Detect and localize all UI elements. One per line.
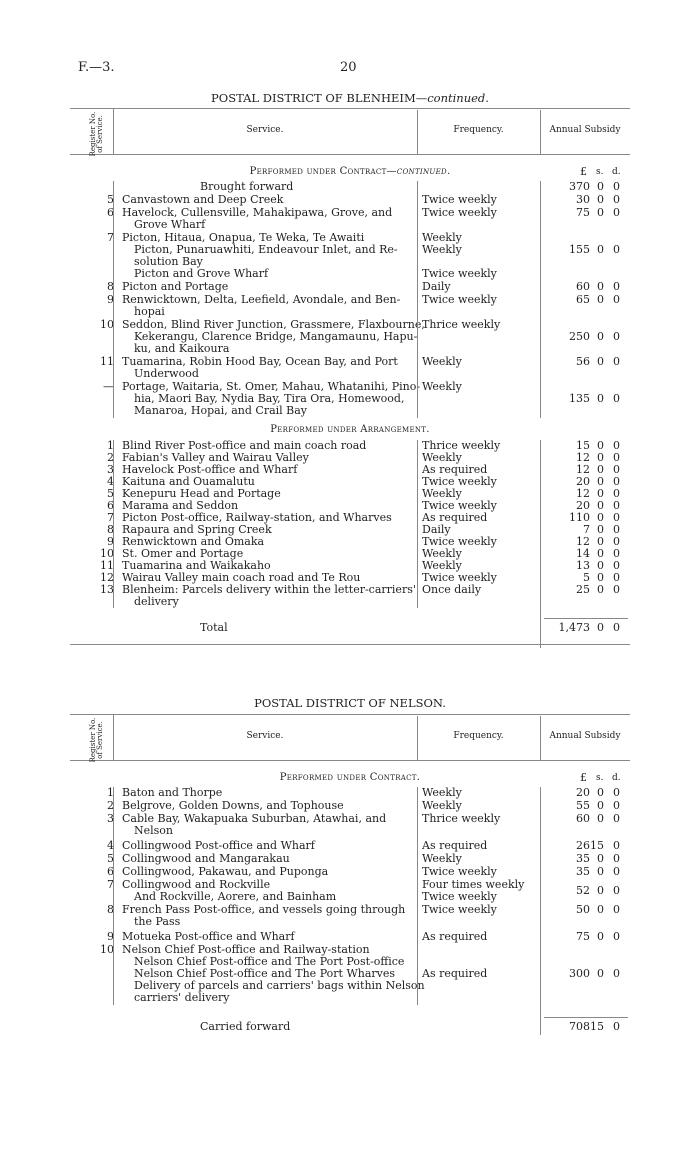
subsidy-pence: 0 — [613, 903, 620, 916]
service-text: Tuamarina and Waikakaho — [122, 559, 271, 572]
subsidy-shillings: 0 — [597, 355, 604, 368]
service-text: French Pass Post-office, and vessels going through — [122, 903, 406, 916]
frequency-text: Weekly — [422, 799, 462, 812]
subsidy-pounds: 25 — [576, 583, 590, 596]
total-label: Total — [200, 621, 228, 634]
frequency-text: Thrice weekly — [422, 439, 501, 452]
carried-forward-shillings: 15 — [590, 1020, 604, 1033]
frequency-text: Twice weekly — [422, 865, 497, 878]
nelson-header-top-rule — [70, 714, 630, 715]
frequency-text: Weekly — [422, 547, 462, 560]
service-text: Blind River Post-office and main coach road — [122, 439, 367, 452]
brought-forward-shillings: 0 — [597, 180, 604, 193]
service-text: Manaroa, Hopai, and Crail Bay — [134, 404, 308, 417]
subsidy-pence: 0 — [613, 559, 620, 572]
subsidy-pounds: 65 — [576, 293, 590, 306]
row-number: 7 — [107, 878, 114, 891]
subsidy-pounds: 60 — [576, 812, 590, 825]
page-number: 20 — [340, 60, 357, 75]
service-text: Collingwood Post-office and Wharf — [122, 839, 315, 852]
blenheim-subsidy-header: Annual Subsidy — [549, 125, 621, 135]
frequency-text: Twice weekly — [422, 890, 497, 903]
contract-heading-continued: continued. — [396, 166, 451, 177]
row-number: 2 — [107, 451, 114, 464]
frequency-text: Weekly — [422, 786, 462, 799]
subsidy-shillings: 0 — [597, 535, 604, 548]
subsidy-pence: 0 — [613, 852, 620, 865]
blenheim-title — [0, 92, 700, 104]
blenheim-col-sep — [540, 440, 541, 648]
frequency-text: As required — [422, 463, 488, 476]
subsidy-pounds: 55 — [576, 799, 590, 812]
subsidy-pence: 0 — [613, 839, 620, 852]
subsidy-pounds: 15 — [576, 439, 590, 452]
row-number: 11 — [100, 559, 114, 572]
blenheim-end-rule — [70, 644, 630, 645]
blenheim-title-main: POSTAL DISTRICT OF BLENHEIM— — [211, 91, 428, 105]
nelson-col-sep — [540, 787, 541, 1035]
subsidy-pounds: 250 — [569, 330, 590, 343]
service-text: Nelson Chief Post-office and The Port Wharves — [134, 967, 396, 980]
subsidy-pounds: 20 — [576, 475, 590, 488]
frequency-text: Weekly — [422, 243, 462, 256]
row-number: 8 — [107, 523, 114, 536]
subsidy-shillings: 0 — [597, 967, 604, 980]
currency-d: d. — [612, 167, 621, 177]
subsidy-shillings: 0 — [597, 193, 604, 206]
frequency-text: As required — [422, 511, 488, 524]
subsidy-shillings: 0 — [597, 487, 604, 500]
blenheim-service-header: Service. — [246, 125, 284, 135]
row-number: 4 — [107, 475, 114, 488]
nelson-service-header: Service. — [246, 731, 284, 741]
subsidy-pounds: 12 — [576, 535, 590, 548]
service-text: Cable Bay, Wakapuaka Suburban, Atawhai, and — [122, 812, 387, 825]
service-text: Kenepuru Head and Portage — [122, 487, 281, 500]
frequency-text: Thrice weekly — [422, 812, 501, 825]
frequency-text: As required — [422, 930, 488, 943]
row-number: 10 — [100, 547, 114, 560]
nelson-frequency-header: Frequency. — [453, 731, 504, 741]
subsidy-pounds: 30 — [576, 193, 590, 206]
subsidy-pounds: 14 — [576, 547, 590, 560]
nelson-title: POSTAL DISTRICT OF NELSON. — [254, 696, 446, 710]
row-number: 3 — [107, 812, 114, 825]
frequency-text: Daily — [422, 523, 451, 536]
row-number: 9 — [107, 293, 114, 306]
subsidy-pence: 0 — [613, 571, 620, 584]
subsidy-pence: 0 — [613, 967, 620, 980]
service-text: Renwicktown and Omaka — [122, 535, 265, 548]
subsidy-pounds: 12 — [576, 451, 590, 464]
subsidy-pence: 0 — [613, 355, 620, 368]
row-number: 3 — [107, 463, 114, 476]
frequency-text: Twice weekly — [422, 267, 497, 280]
subsidy-shillings: 0 — [597, 511, 604, 524]
service-text: Fabian's Valley and Wairau Valley — [122, 451, 309, 464]
frequency-text: Twice weekly — [422, 193, 497, 206]
subsidy-pence: 0 — [613, 786, 620, 799]
service-text: the Pass — [134, 915, 181, 928]
frequency-text: Twice weekly — [422, 903, 497, 916]
row-number: 4 — [107, 839, 114, 852]
contract-heading-main: Performed under Contract— — [249, 166, 397, 177]
service-text: Nelson — [134, 824, 174, 837]
subsidy-pounds: 52 — [576, 884, 590, 897]
subsidy-shillings: 0 — [597, 571, 604, 584]
total-rule — [544, 618, 628, 619]
nelson-header-bottom-rule — [70, 760, 630, 761]
row-number: 9 — [107, 535, 114, 548]
row-number: 8 — [107, 280, 114, 293]
row-number: 11 — [100, 355, 114, 368]
frequency-text: Twice weekly — [422, 206, 497, 219]
subsidy-pence: 0 — [613, 392, 620, 405]
subsidy-shillings: 0 — [597, 499, 604, 512]
subsidy-pence: 0 — [613, 523, 620, 536]
service-text: Grove Wharf — [134, 218, 206, 231]
blenheim-header-top-rule — [70, 108, 630, 109]
subsidy-pounds: 75 — [576, 930, 590, 943]
blenheim-title-continued: continued. — [427, 91, 489, 105]
carried-forward-pounds: 708 — [569, 1020, 590, 1033]
blenheim-register-header: Register No. of Service. — [89, 111, 104, 157]
frequency-text: Four times weekly — [422, 878, 525, 891]
currency-l: £ — [580, 165, 587, 178]
subsidy-shillings: 0 — [597, 559, 604, 572]
brought-forward-pence: 0 — [613, 180, 620, 193]
blenheim-frequency-header: Frequency. — [453, 125, 504, 135]
subsidy-pence: 0 — [613, 475, 620, 488]
nelson-register-header: Register No. of Service. — [89, 717, 104, 763]
subsidy-pounds: 155 — [569, 243, 590, 256]
service-text: Underwood — [134, 367, 199, 380]
service-text: hia, Maori Bay, Nydia Bay, Tira Ora, Homewood, — [134, 392, 405, 405]
service-text: Havelock, Cullensville, Mahakipawa, Grove, and — [122, 206, 393, 219]
frequency-text: Weekly — [422, 355, 462, 368]
service-text: Picton, Punaruawhiti, Endeavour Inlet, and Re- — [134, 243, 398, 256]
subsidy-shillings: 0 — [597, 243, 604, 256]
subsidy-shillings: 0 — [597, 812, 604, 825]
service-text: Baton and Thorpe — [122, 786, 223, 799]
service-text: Picton, Hitaua, Onapua, Te Weka, Te Awaiti — [122, 231, 365, 244]
row-number: 6 — [107, 499, 114, 512]
carried-forward-label: Carried forward — [200, 1020, 291, 1033]
subsidy-shillings: 0 — [597, 206, 604, 219]
subsidy-shillings: 0 — [597, 330, 604, 343]
frequency-text: Twice weekly — [422, 571, 497, 584]
row-number: 8 — [107, 903, 114, 916]
total-pence: 0 — [613, 621, 620, 634]
row-number: 6 — [107, 865, 114, 878]
frequency-text: As required — [422, 839, 488, 852]
service-text: Tuamarina, Robin Hood Bay, Ocean Bay, and Port — [122, 355, 398, 368]
subsidy-shillings: 0 — [597, 547, 604, 560]
row-number: 13 — [100, 583, 114, 596]
subsidy-pence: 0 — [613, 439, 620, 452]
subsidy-shillings: 0 — [597, 799, 604, 812]
blenheim-header-bottom-rule — [70, 154, 630, 155]
subsidy-shillings: 0 — [597, 392, 604, 405]
subsidy-pence: 0 — [613, 451, 620, 464]
service-text: Marama and Seddon — [122, 499, 239, 512]
service-text: Portage, Waitaria, St. Omer, Mahau, Whatanihi, Pino- — [122, 380, 421, 393]
subsidy-pence: 0 — [613, 812, 620, 825]
subsidy-shillings: 0 — [597, 930, 604, 943]
nelson-col-sep — [417, 787, 418, 1005]
subsidy-pence: 0 — [613, 865, 620, 878]
row-number: 6 — [107, 206, 114, 219]
subsidy-pounds: 110 — [569, 511, 590, 524]
row-number: 9 — [107, 930, 114, 943]
service-text: ku, and Kaikoura — [134, 342, 230, 355]
frequency-text: Weekly — [422, 231, 462, 244]
subsidy-shillings: 0 — [597, 293, 604, 306]
total-shillings: 0 — [597, 621, 604, 634]
row-number: 10 — [100, 943, 114, 956]
row-number: 1 — [107, 439, 114, 452]
service-text: And Rockville, Aorere, and Bainham — [134, 890, 337, 903]
subsidy-pounds: 35 — [576, 852, 590, 865]
blenheim-arrangement-heading: Performed under Arrangement. — [270, 424, 430, 435]
blenheim-col-sep — [417, 440, 418, 608]
subsidy-pence: 0 — [613, 799, 620, 812]
subsidy-pence: 0 — [613, 280, 620, 293]
nelson-subsidy-header: Annual Subsidy — [549, 731, 621, 741]
subsidy-pence: 0 — [613, 930, 620, 943]
service-text: Rapaura and Spring Creek — [122, 523, 272, 536]
subsidy-pounds: 135 — [569, 392, 590, 405]
service-text: Canvastown and Deep Creek — [122, 193, 284, 206]
service-text: Collingwood and Mangarakau — [122, 852, 290, 865]
subsidy-shillings: 0 — [597, 475, 604, 488]
service-text: Picton and Portage — [122, 280, 229, 293]
frequency-text: Thrice weekly — [422, 318, 501, 331]
service-text: Nelson Chief Post-office and Railway-station — [122, 943, 370, 956]
service-text: St. Omer and Portage — [122, 547, 244, 560]
nelson-col-sep — [113, 787, 114, 1005]
service-text: Collingwood, Pakawau, and Puponga — [122, 865, 329, 878]
service-text: Kaituna and Ouamalutu — [122, 475, 255, 488]
subsidy-pounds: 50 — [576, 903, 590, 916]
total-pounds: 1,473 — [558, 621, 590, 634]
row-number: 2 — [107, 799, 114, 812]
subsidy-pounds: 7 — [583, 523, 590, 536]
frequency-text: Twice weekly — [422, 535, 497, 548]
subsidy-pounds: 300 — [569, 967, 590, 980]
subsidy-pence: 0 — [613, 547, 620, 560]
frequency-text: Twice weekly — [422, 293, 497, 306]
subsidy-shillings: 0 — [597, 439, 604, 452]
service-text: Nelson Chief Post-office and The Port Post-office — [134, 955, 405, 968]
subsidy-shillings: 0 — [597, 884, 604, 897]
subsidy-pence: 0 — [613, 463, 620, 476]
frequency-text: Once daily — [422, 583, 482, 596]
subsidy-pence: 0 — [613, 535, 620, 548]
service-text: Collingwood and Rockville — [122, 878, 271, 891]
row-number: 7 — [107, 231, 114, 244]
service-text: solution Bay — [134, 255, 203, 268]
subsidy-shillings: 0 — [597, 583, 604, 596]
blenheim-col-sep — [417, 181, 418, 418]
service-text: Delivery of parcels and carriers' bags within Nelson — [134, 979, 425, 992]
frequency-text: Weekly — [422, 380, 462, 393]
frequency-text: Weekly — [422, 559, 462, 572]
service-text: Kekerangu, Clarence Bridge, Mangamaunu, Hapu- — [134, 330, 418, 343]
nelson-contract-heading: Performed under Contract. — [279, 772, 421, 783]
row-number: 5 — [107, 852, 114, 865]
currency-l: £ — [580, 771, 587, 784]
service-text: Havelock Post-office and Wharf — [122, 463, 298, 476]
service-text: hopai — [134, 305, 165, 318]
row-number: 10 — [100, 318, 114, 331]
frequency-text: Twice weekly — [422, 475, 497, 488]
service-text: Motueka Post-office and Wharf — [122, 930, 295, 943]
subsidy-pence: 0 — [613, 193, 620, 206]
subsidy-pounds: 12 — [576, 463, 590, 476]
row-number: 12 — [100, 571, 114, 584]
carried-forward-pence: 0 — [613, 1020, 620, 1033]
subsidy-shillings: 0 — [597, 852, 604, 865]
brought-forward-pounds: 370 — [569, 180, 590, 193]
subsidy-pounds: 13 — [576, 559, 590, 572]
frequency-text: Twice weekly — [422, 499, 497, 512]
subsidy-pounds: 12 — [576, 487, 590, 500]
currency-s: s. — [596, 167, 604, 177]
frequency-text: As required — [422, 967, 488, 980]
blenheim-contract-heading — [0, 166, 700, 178]
service-text: Renwicktown, Delta, Leefield, Avondale, and Ben- — [122, 293, 401, 306]
subsidy-shillings: 15 — [590, 839, 604, 852]
subsidy-pence: 0 — [613, 487, 620, 500]
subsidy-pence: 0 — [613, 511, 620, 524]
brought-forward-label: Brought forward — [200, 180, 294, 193]
blenheim-col-sep — [113, 440, 114, 608]
service-text: Belgrove, Golden Downs, and Tophouse — [122, 799, 344, 812]
subsidy-shillings: 0 — [597, 786, 604, 799]
subsidy-shillings: 0 — [597, 523, 604, 536]
frequency-text: Weekly — [422, 451, 462, 464]
subsidy-pounds: 26 — [576, 839, 590, 852]
row-number: 5 — [107, 487, 114, 500]
carried-rule — [544, 1017, 628, 1018]
service-text: delivery — [134, 595, 179, 608]
subsidy-shillings: 0 — [597, 463, 604, 476]
frequency-text: Daily — [422, 280, 451, 293]
service-text: Picton and Grove Wharf — [134, 267, 269, 280]
subsidy-shillings: 0 — [597, 451, 604, 464]
service-text: Seddon, Blind River Junction, Grassmere, Flaxbourne, — [122, 318, 425, 331]
subsidy-pounds: 20 — [576, 786, 590, 799]
service-text: carriers' delivery — [134, 991, 230, 1004]
frequency-text: Weekly — [422, 852, 462, 865]
service-text: Blenheim: Parcels delivery within the letter-carriers' — [122, 583, 416, 596]
subsidy-shillings: 0 — [597, 865, 604, 878]
subsidy-pounds: 20 — [576, 499, 590, 512]
blenheim-col-sep — [540, 181, 541, 418]
page-ref: F.—3. — [78, 60, 115, 75]
subsidy-pounds: 75 — [576, 206, 590, 219]
subsidy-pence: 0 — [613, 583, 620, 596]
service-text: Picton Post-office, Railway-station, and Wharves — [122, 511, 392, 524]
service-text: Wairau Valley main coach road and Te Rou — [122, 571, 361, 584]
subsidy-pence: 0 — [613, 499, 620, 512]
currency-d: d. — [612, 773, 621, 783]
row-number: 1 — [107, 786, 114, 799]
subsidy-shillings: 0 — [597, 280, 604, 293]
subsidy-pence: 0 — [613, 330, 620, 343]
row-number: — — [103, 380, 114, 393]
subsidy-pence: 0 — [613, 293, 620, 306]
blenheim-col-sep — [113, 181, 114, 418]
currency-s: s. — [596, 773, 604, 783]
subsidy-pounds: 56 — [576, 355, 590, 368]
subsidy-pounds: 5 — [583, 571, 590, 584]
subsidy-pounds: 60 — [576, 280, 590, 293]
subsidy-pence: 0 — [613, 884, 620, 897]
frequency-text: Weekly — [422, 487, 462, 500]
row-number: 5 — [107, 193, 114, 206]
subsidy-pounds: 35 — [576, 865, 590, 878]
subsidy-pence: 0 — [613, 243, 620, 256]
subsidy-shillings: 0 — [597, 903, 604, 916]
subsidy-pence: 0 — [613, 206, 620, 219]
row-number: 7 — [107, 511, 114, 524]
